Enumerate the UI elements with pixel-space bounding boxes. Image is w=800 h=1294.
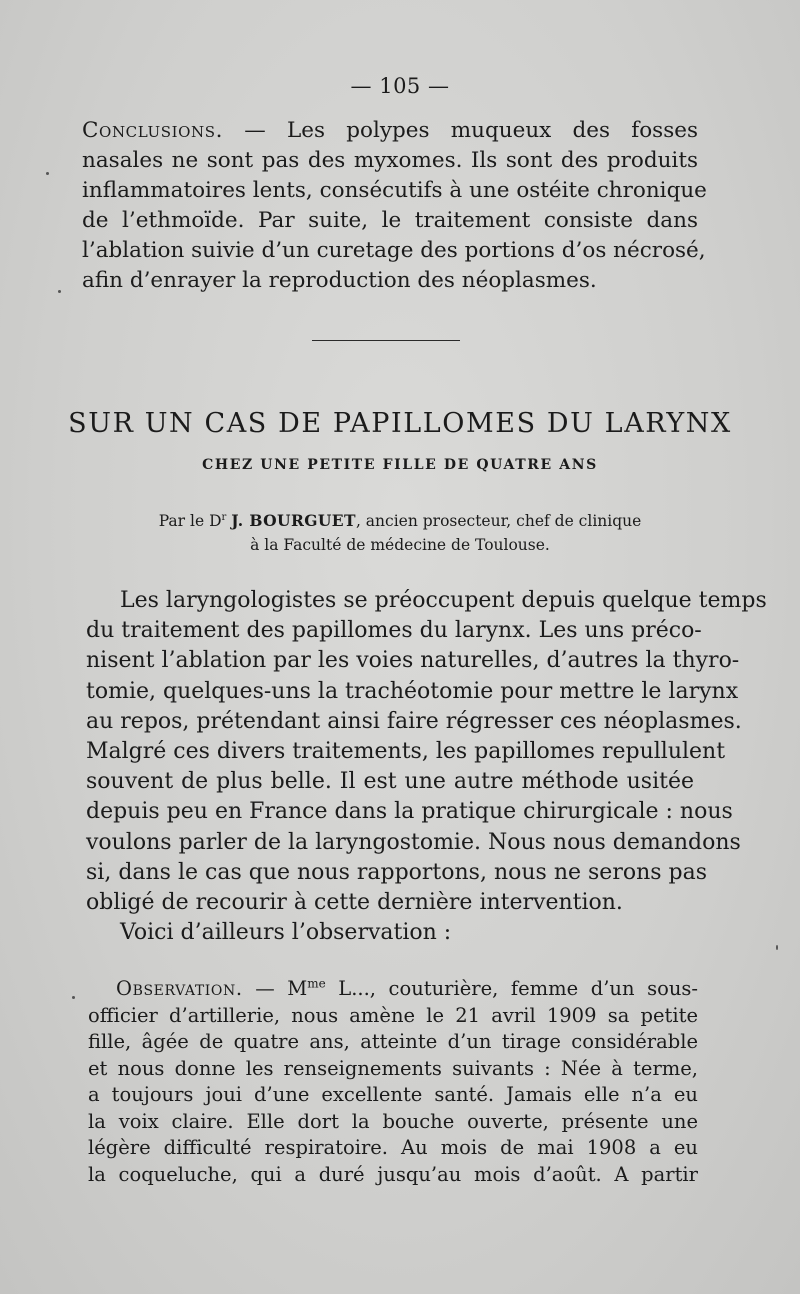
intro-line: tomie, quelques-uns la trachéotomie pour mettre le larynx <box>86 678 739 704</box>
article-byline <box>0 506 800 557</box>
conclusions-paragraph <box>82 116 707 296</box>
intro-paragraph <box>86 586 767 948</box>
intro-line: Malgré ces divers traitements, les papillomes repullulent <box>86 739 726 765</box>
scan-speck <box>46 172 49 175</box>
observation-line: a toujours joui d’une excellente santé. Jamais elle n’a eu <box>88 1083 698 1106</box>
observation-paragraph <box>88 976 698 1188</box>
intro-line: souvent de plus belle. Il est une autre méthode usitée <box>86 769 694 795</box>
observation-line: la coqueluche, qui a duré jusqu’au mois d’août. A partir <box>88 1162 698 1186</box>
intro-line: obligé de recourir à cette dernière intervention. <box>86 890 623 916</box>
observation-line: officier d’artillerie, nous amène le 21 avril 1909 sa petite <box>88 1003 698 1027</box>
section-divider <box>312 340 460 341</box>
intro-line: si, dans le cas que nous rapportons, nous ne serons pas <box>86 859 708 885</box>
article-title: SUR UN CAS DE PAPILLOMES DU LARYNX <box>68 408 732 439</box>
voici-line: Voici d’ailleurs l’observation : <box>120 920 452 946</box>
intro-line: Les laryngologistes se préoccupent depuis quelque temps <box>120 588 767 613</box>
intro-line: depuis peu en France dans la pratique chirurgicale : nous <box>86 799 733 825</box>
conclusions-label: Conclusions. <box>82 118 224 143</box>
byline-line-2: à la Faculté de médecine de Toulouse. <box>250 536 550 555</box>
intro-line: nisent l’ablation par les voies naturelles, d’autres la thyro- <box>86 648 740 674</box>
observation-label: Observation. <box>116 977 243 1000</box>
conclusions-line: afin d’enrayer la reproduction des néoplasmes. <box>82 268 597 293</box>
intro-line: du traitement des papillomes du larynx. Les uns préco- <box>86 618 702 644</box>
observation-line: et nous donne les renseignements suivants : Née à terme, <box>88 1056 698 1080</box>
conclusions-line: l’ablation suivie d’un curetage des portions d’os nécrosé, <box>82 238 706 263</box>
article-subtitle: CHEZ UNE PETITE FILLE DE QUATRE ANS <box>202 457 598 473</box>
page-number: — 105 — <box>350 74 450 98</box>
conclusions-line: de l’ethmoïde. Par suite, le traitement consiste dans <box>82 208 698 233</box>
scan-speck <box>58 290 61 293</box>
scan-speck <box>72 996 75 999</box>
observation-line: légère difficulté respiratoire. Au mois de mai 1908 a eu <box>88 1136 698 1159</box>
intro-line: au repos, prétendant ainsi faire régresser ces néoplasmes. <box>86 708 742 734</box>
observation-line: Observation. — $M^{me}$ L..., couturière, femme d’un sous- <box>116 976 698 1000</box>
conclusions-line: Conclusions. — Les polypes muqueux des fosses <box>82 118 698 143</box>
observation-line: la voix claire. Elle dort la bouche ouverte, présente une <box>88 1109 698 1133</box>
byline-line-1: Par le $D^r$ J. BOURGUET, ancien prosecteur, chef de clinique <box>158 511 642 531</box>
observation-line: fille, âgée de quatre ans, atteinte d’un tirage considérable <box>88 1030 698 1053</box>
intro-line: voulons parler de la laryngostomie. Nous nous demandons <box>86 829 741 855</box>
conclusions-line: nasales ne sont pas des myxomes. Ils sont des produits <box>82 148 698 173</box>
scan-speck <box>776 945 778 950</box>
author-name: J. BOURGUET <box>231 511 356 531</box>
conclusions-line: inflammatoires lents, consécutifs à une ostéite chronique <box>82 178 707 203</box>
